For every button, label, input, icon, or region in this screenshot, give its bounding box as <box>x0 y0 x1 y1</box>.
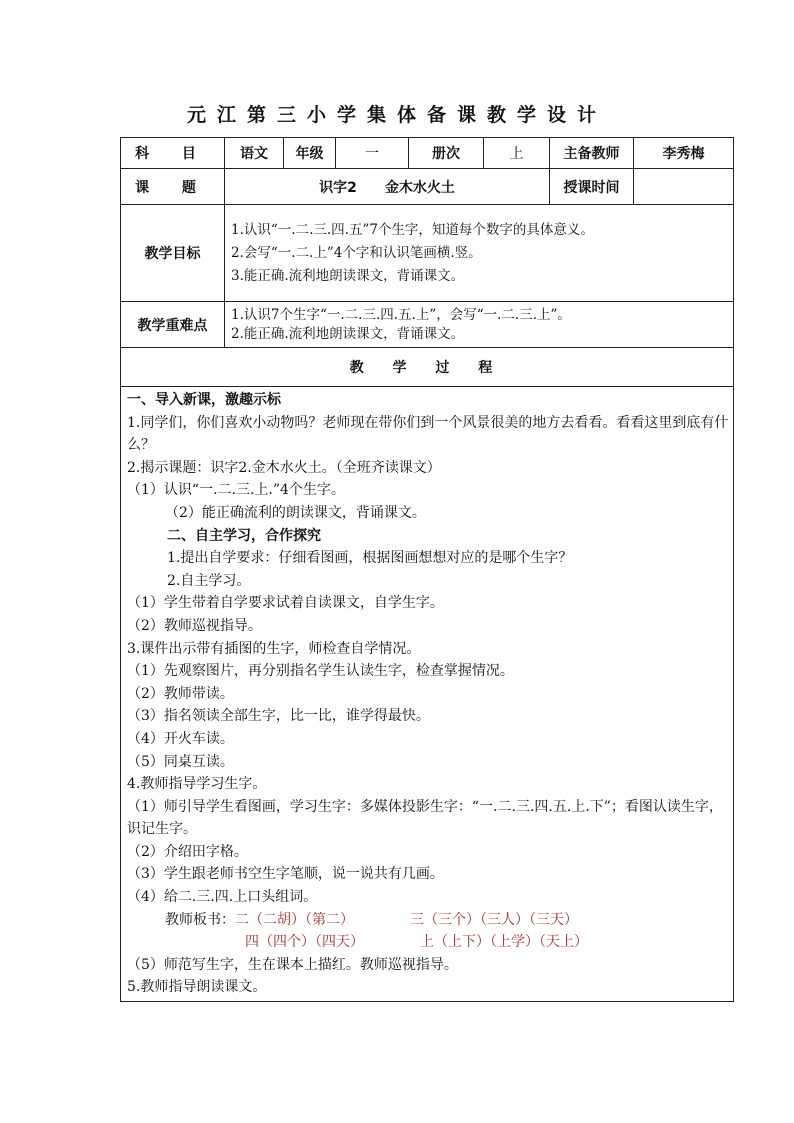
volume-label: 册次 <box>409 138 484 169</box>
process-line: 2.揭示课题：识字2.金木水火土。（全班齐读课文） <box>127 459 441 476</box>
teacher-value: 李秀梅 <box>634 138 734 169</box>
subject-label: 科 目 <box>121 138 225 169</box>
process-line: （2）教师带读。 <box>127 685 234 702</box>
process-line: （1）先观察图片，再分别指名学生认读生字，检查掌握情况。 <box>127 663 514 680</box>
goals-content <box>225 205 734 302</box>
process-line: （5）师范写生字，生在课本上描红。教师巡视指导。 <box>127 956 458 973</box>
process-line: 4.教师指导学习生字。 <box>127 776 267 793</box>
process-line: 1.提出自学要求：仔细看图画，根据图画想想对应的是哪个生字？ <box>167 550 573 567</box>
process-line: （4）给二.三.四.上口头组词。 <box>127 889 318 906</box>
process-line: （1）学生带着自学要求试着自读课文，自学生字。 <box>127 595 444 612</box>
board-label: 教师板书： <box>165 911 235 928</box>
board-word-san: 三（三个）（三人）（三天） <box>410 911 578 928</box>
board-line-1 <box>127 909 729 932</box>
board-word-si: 四（四个）（四天） <box>245 934 364 951</box>
section-1-title: 一、导入新课，激趣示标 <box>127 392 281 408</box>
difficulty-item: 1.认识7个生字“一.二.三.四.五.上”，会写“一.二.三.上”。 <box>231 306 571 323</box>
subject-value: 语文 <box>225 138 284 169</box>
difficulty-item: 2.能正确.流利地朗读课文，背诵课文。 <box>231 325 465 342</box>
class-time-label: 授课时间 <box>550 169 634 205</box>
volume-value: 上 <box>484 138 550 169</box>
process-header-row <box>121 348 734 387</box>
goal-item: 1.认识“一.二.三.四.五”7个生字，知道每个数字的具体意义。 <box>231 221 594 238</box>
process-line: （2）介绍田字格。 <box>127 843 248 860</box>
difficulties-label: 教学重难点 <box>121 302 225 348</box>
difficulties-content <box>225 302 734 348</box>
difficulties-row <box>121 302 734 348</box>
board-word-er: 二（二胡）（第二） <box>235 911 354 928</box>
process-line: （4）开火车读。 <box>127 730 234 747</box>
process-line: （2）教师巡视指导。 <box>127 617 262 634</box>
process-line: （3）指名领读全部生字，比一比，谁学得最快。 <box>127 708 430 725</box>
board-line-2 <box>127 931 729 954</box>
process-line: （1）认识“一.二.三.上.”4个生字。 <box>127 482 345 499</box>
goals-label: 教学目标 <box>121 205 225 302</box>
grade-label: 年级 <box>284 138 336 169</box>
topic-value: 识字2 金木水火土 <box>225 169 550 205</box>
goal-item: 3.能正确.流利地朗读课文，背诵课文。 <box>231 267 465 284</box>
goal-item: 2.会写“一.二.上”4个字和认识笔画横.竖。 <box>231 244 482 261</box>
grade-value: 一 <box>336 138 409 169</box>
topic-label: 课 题 <box>121 169 225 205</box>
lesson-plan-table <box>120 137 734 1002</box>
section-2-title: 二、自主学习，合作探究 <box>167 527 321 544</box>
process-line: （3）学生跟老师书空生字笔顺，说一说共有几画。 <box>127 866 444 883</box>
process-line: （1）师引导学生看图画，学习生字：多媒体投影生字：“一.二.三.四.五.上.下”；看图认读生字，识记生字。 <box>127 798 723 838</box>
goals-row <box>121 205 734 302</box>
page-title: 元江第三小学集体备课教学设计 <box>186 104 607 126</box>
process-line: 3.课件出示带有插图的生字，师检查自学情况。 <box>127 640 421 657</box>
board-word-shang: 上（上下）（上学）（天上） <box>420 934 588 951</box>
process-line: 5.教师指导朗读课文。 <box>127 979 267 996</box>
info-row-1 <box>121 138 734 169</box>
process-row <box>121 387 734 1002</box>
teacher-label: 主备教师 <box>550 138 634 169</box>
info-row-2 <box>121 169 734 205</box>
process-line: （2）能正确流利的朗读课文，背诵课文。 <box>165 504 426 521</box>
process-line: 1.同学们，你们喜欢小动物吗？老师现在带你们到一个风景很美的地方去看看。看看这里到底有什么？ <box>127 414 729 454</box>
process-line: （5）同桌互读。 <box>127 753 234 770</box>
process-line: 2.自主学习。 <box>167 572 251 589</box>
process-header: 教 学 过 程 <box>121 348 734 387</box>
process-content <box>121 387 734 1002</box>
class-time-value <box>634 169 734 205</box>
